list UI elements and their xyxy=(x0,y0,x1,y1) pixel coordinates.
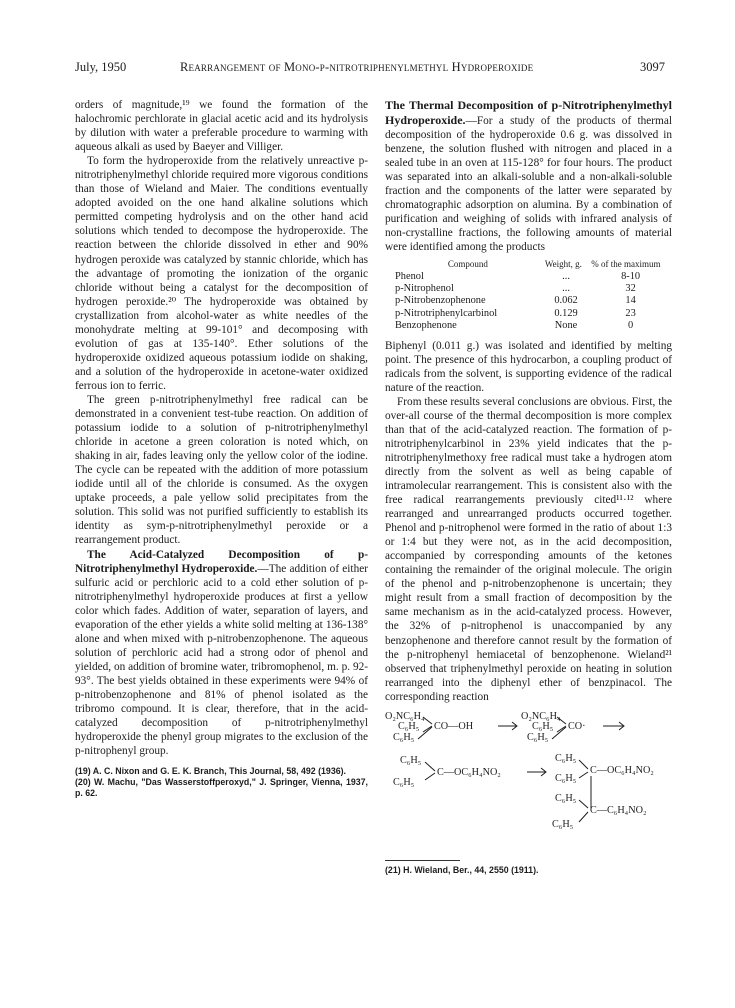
column-header: Weight, g. xyxy=(544,258,582,269)
table-cell: None xyxy=(554,320,578,332)
table-cell: ... xyxy=(562,270,570,282)
reaction-scheme xyxy=(385,710,672,858)
table-row xyxy=(385,283,672,295)
formula-text: C—C₆H₄NO₂ xyxy=(590,804,647,816)
formula-text: C—OC₆H₄NO₂ xyxy=(437,766,501,778)
table-cell: 32 xyxy=(625,282,636,294)
page-number: 3097 xyxy=(640,60,665,74)
paragraph: From these results several conclusions are obvious. First, the over-all course of the thermal decomposition is more complex than that of the acid-catalyzed reaction. The formation of p-nitrotriphenylcarbinol in 23% yield indicates that the p-nitrotriphenylmethoxy free radical must take a hydrogen atom directly from the solvent as well as being capable of intramolecular rearrangement. This is consistent also with the free radical rearrangements previously cited¹¹·¹² where rearranged and unrearranged products occurred together. Phenol and p-nitrophenol were formed in the ratio of about 1:3 or 1:4 but they were not, as in the acid decomposition, accompanied by corresponding amounts of the ketones containing the remainder of the original molecule. The origin of the phenol and p-nitrobenzophenone is uncertain; they might result from a small fraction of decomposition by the same mechanism as in the acid-catalyzed process. However, the 32% of p-nitrophenol is unaccompanied by any benzophenone and therefore cannot result by the formation of the p-nitrophenyl hemiacetal of benzophenone. Wieland²¹ observed that triphenylmethyl peroxide on heating in solution rearranged into the diphenyl ether of benzpinacol. The corresponding reaction xyxy=(385,395,672,703)
footnote: (19) A. C. Nixon and G. E. K. Branch, This Journal, 58, 492 (1936). xyxy=(75,766,346,777)
table-cell: 8-10 xyxy=(621,270,641,282)
paragraph-text: —For a study of the products of thermal decomposition of the hydroperoxide 0.6 g. was dissolved in benzene, the solution flushed with nitrogen and placed in a sealed tube in an oven at 115-128° for four hours. The product was separated into an alkali-soluble and a non-alkali-soluble fraction and the components of the latter were separated by chromatographic adsorption on alumina. By a combination of purification and weighing of solids with infrared analysis of non-crystalline fractions, the following amounts of material were identified among the products xyxy=(385,115,672,254)
formula-text: C₆H₅ xyxy=(393,776,415,788)
table-cell: 0.062 xyxy=(554,295,578,307)
formula-text: C₆H₅ xyxy=(393,731,415,743)
table-row xyxy=(385,271,672,283)
formula-text: C₆H₅ xyxy=(398,720,420,732)
paragraph-text: —The addition of either sulfuric acid or perchloric acid to a cold ether solution of p-nitrotriphenylmethyl hydroperoxide produces at first a yellow color which fades. Addition of water, separation of layers, and evaporation of the ether yields a white solid melting at 136-138° alone and when mixed with p-nitrobenzophenone. The aqueous solution of perchloric acid had a strong odor of phenol and yielded, on addition of bromine water, tribromophenol, m. p. 92-93°. The best yields obtained in these experiments were 94% of p-nitrobenzophenone and 81% of phenol isolated as the tribromo compound. It is clear, therefore, that in the acid-catalyzed decomposition of p-nitrotriphenylmethyl hydroperoxide the phenyl group migrates to the exclusion of the p-nitrophenyl group. xyxy=(75,562,368,758)
formula-text: O₂NC₆H₄ xyxy=(521,710,561,722)
table-cell: p-Nitrobenzophenone xyxy=(395,295,486,307)
formula-text: C₆H₅ xyxy=(532,720,554,732)
table-cell: ... xyxy=(562,282,570,294)
table-cell: Phenol xyxy=(395,270,424,282)
column-header: Compound xyxy=(447,258,488,269)
footnote: (20) W. Machu, "Das Wasserstoffperoxyd," J. Springer, Vienna, 1937, p. 62. xyxy=(75,777,368,799)
table-cell: p-Nitrophenol xyxy=(395,282,454,294)
bond-line xyxy=(579,772,588,778)
paragraph-with-heading xyxy=(75,548,368,759)
footnotes xyxy=(385,860,672,876)
bond-line xyxy=(579,800,588,808)
bond-line xyxy=(579,812,588,822)
footnote: (21) H. Wieland, Ber., 44, 2550 (1911). xyxy=(385,864,539,875)
bond-line xyxy=(425,762,435,771)
bond-line xyxy=(579,760,588,769)
section-heading: The Thermal Decomposition of p-Nitrotriphenylmethyl Hydroperoxide. xyxy=(385,98,672,128)
paragraph-with-heading xyxy=(385,98,672,255)
column-header: % of the maximum xyxy=(591,258,661,269)
table-row xyxy=(385,295,672,307)
section-heading: The Acid-Catalyzed Decomposition of p-Nitrotriphenylmethyl Hydroperoxide. xyxy=(75,548,368,575)
bond-line xyxy=(425,773,435,780)
table-row xyxy=(385,320,672,332)
formula-text: C—OC₆H₄NO₂ xyxy=(590,764,654,776)
bond-line xyxy=(418,727,432,739)
formula-text: O₂NC₆H₄ xyxy=(385,710,425,722)
running-title: Rearrangement of Mono-p-nitrotriphenylmethyl Hydroperoxide xyxy=(180,60,534,74)
bond-line xyxy=(552,727,566,739)
formula-text: C₆H₅ xyxy=(527,731,549,743)
table-cell: 14 xyxy=(625,295,636,307)
paragraph: The green p-nitrotriphenylmethyl free radical can be demonstrated in a convenient test-tube reaction. On addition of potassium iodide to a solution of p-nitrotriphenylmethyl chloride in acetone a green coloration is noted which, on shaking in air, fades leaving only the yellow color of the iodine. The cycle can be repeated with the addition of more potassium iodide until all of the chloride is consumed. As the oxygen uptake proceeds, a pale yellow solid precipitates from the solution. This solid was not purified sufficiently to establish its identity as sym-p-nitrotriphenylmethyl peroxide or a rearrangement product. xyxy=(75,393,368,547)
issue-date: July, 1950 xyxy=(75,60,127,74)
paragraph: To form the hydroperoxide from the relatively unreactive p-nitrotriphenylmethyl chloride required more vigorous conditions than those of Wieland and Maier. The conditions eventually adopted avoided on the one hand alkaline solutions which permitted competing hydrolysis and on the other hand acid solutions which tended to decompose the hydroperoxide. The reaction between the chloride dissolved in ether and 90% hydrogen peroxide was catalyzed by stannic chloride, which has the advantage of promoting the ionization of the organic chloride without being a catalyst for the decomposition of hydrogen peroxide.²⁰ The hydroperoxide was obtained by crystallization from alcohol-water as white needles of the monohydrate melting at 99-101° and decomposing with evolution of gas at 135-140°. Ether solutions of the hydroperoxide oxidized aqueous potassium iodide on shaking, and a solution of the hydroperoxide in acetone-water oxidized ferrous ion to ferric. xyxy=(75,155,368,392)
formula-text: C₆H₅ xyxy=(555,752,577,764)
formula-text: CO—OH xyxy=(434,720,474,732)
table-row xyxy=(385,308,672,320)
paragraph: Biphenyl (0.011 g.) was isolated and identified by melting point. The presence of this hydrocarbon, a coupling product of radicals from the solvent, is supporting evidence of the radical nature of the reaction. xyxy=(385,339,672,394)
table-header-row xyxy=(385,259,672,271)
table-cell: p-Nitrotriphenylcarbinol xyxy=(395,307,498,319)
table-cell: Benzophenone xyxy=(395,320,457,332)
paragraph: orders of magnitude,¹⁹ we found the formation of the halochromic perchlorate in glacial acetic acid and its hydrolysis by dilution with water a preferable procedure to warming with aqueous alkali as used by Baeyer and Villiger. xyxy=(75,99,368,154)
formula-text: C₆H₅ xyxy=(400,754,422,766)
formula-text: C₆H₅ xyxy=(555,772,577,784)
formula-text: C₆H₅ xyxy=(555,792,577,804)
table-cell: 0 xyxy=(628,320,634,332)
running-header xyxy=(75,60,665,80)
formula-text: C₆H₅ xyxy=(552,818,574,830)
table-cell: 23 xyxy=(625,307,636,319)
footnote-rule xyxy=(385,860,460,861)
products-table xyxy=(385,259,672,333)
footnotes xyxy=(75,766,368,799)
right-column xyxy=(385,98,672,876)
left-column xyxy=(75,98,368,799)
formula-text: CO· xyxy=(568,720,586,732)
table-cell: 0.129 xyxy=(554,307,578,319)
